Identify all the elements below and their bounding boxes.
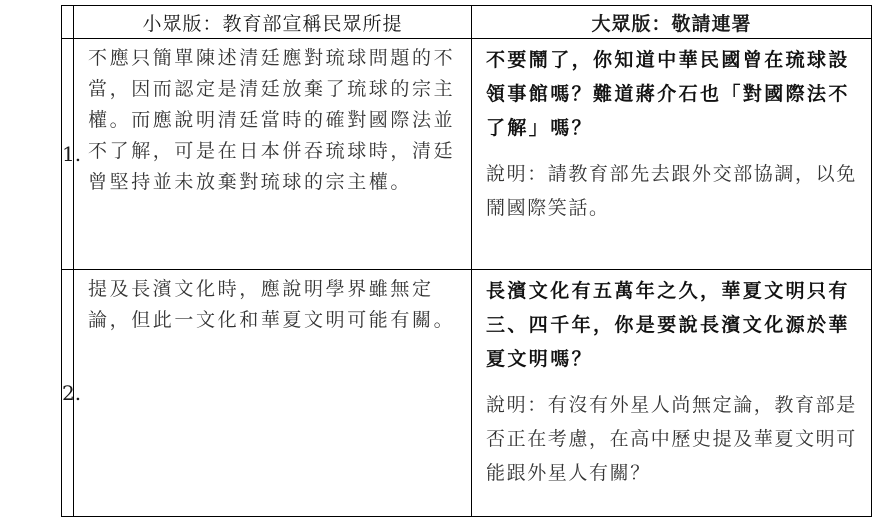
header-number-cell (62, 6, 74, 39)
small-version-cell (74, 270, 472, 517)
header-small-version: 小眾版：教育部宣稱民眾所提 (74, 6, 472, 39)
table-row (62, 39, 872, 270)
header-big-version: 大眾版：敬請連署 (472, 6, 872, 39)
big-version-statement: 不要鬧了，你知道中華民國曾在琉球設領事館嗎？難道蔣介石也「對國際法不了解」嗎？ (486, 49, 850, 139)
comparison-table (61, 5, 872, 517)
table-row (62, 270, 872, 517)
big-version-statement: 長濱文化有五萬年之久，華夏文明只有三、四千年，你是要說長濱文化源於華夏文明嗎？ (486, 280, 850, 370)
table-header-row (62, 6, 872, 39)
big-version-note: 說明：請教育部先去跟外交部協調，以免鬧國際笑話。 (486, 163, 857, 219)
small-version-text: 不應只簡單陳述清廷應對琉球問題的不當，因而認定是清廷放棄了琉球的宗主權。而應說明清廷當時的確對國際法並不了解，可是在日本併吞琉球時，清廷曾堅持並未放棄對琉球的宗主權。 (88, 47, 456, 193)
row-number: 1. (62, 39, 74, 270)
small-version-text: 提及長濱文化時，應說明學界雖無定論，但此一文化和華夏文明可能有關。 (88, 278, 456, 331)
big-version-cell (472, 270, 872, 517)
big-version-cell (472, 39, 872, 270)
big-version-note: 說明：有沒有外星人尚無定論，教育部是否正在考慮，在高中歷史提及華夏文明可能跟外星人有關？ (486, 394, 857, 484)
row-number: 2. (62, 270, 74, 517)
small-version-cell (74, 39, 472, 270)
